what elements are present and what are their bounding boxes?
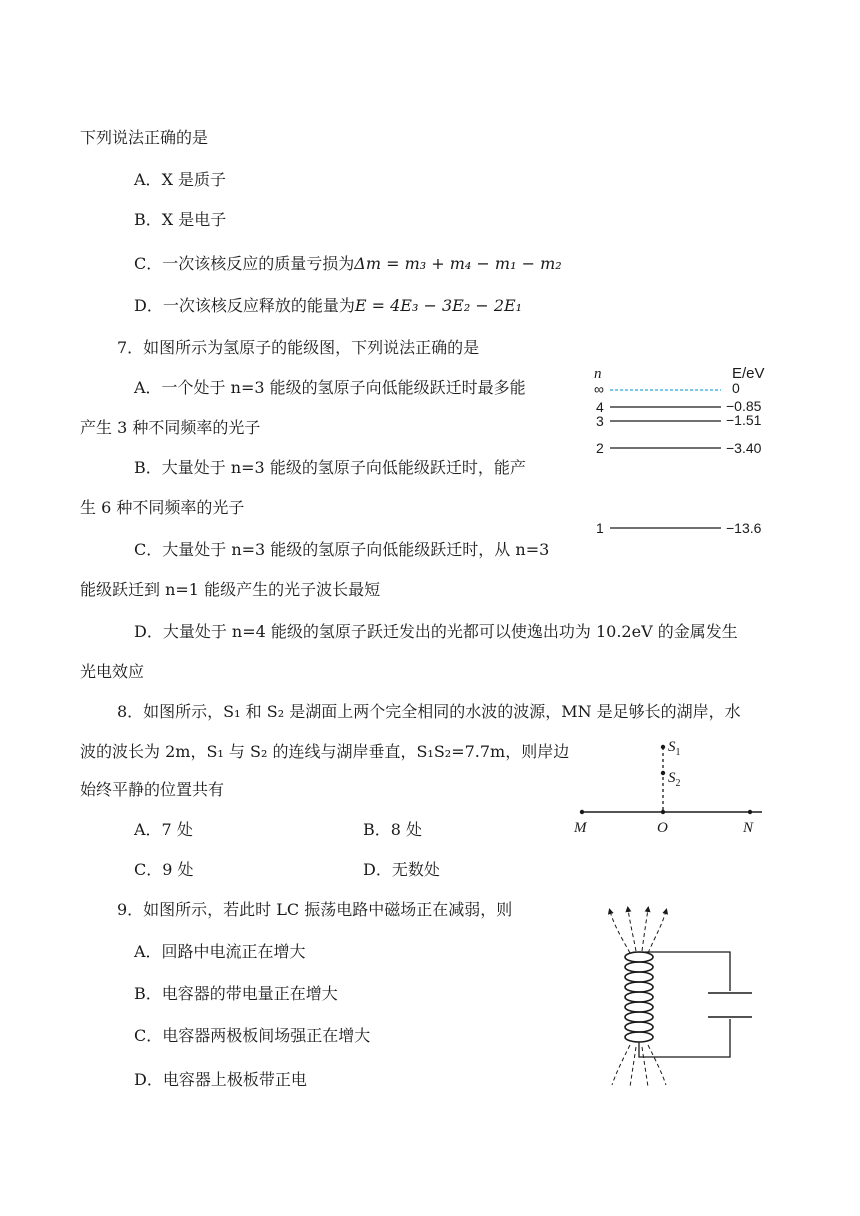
q9-option-d: D．电容器上极板带正电: [134, 1070, 307, 1089]
q7-option-d-line2: 光电效应: [80, 662, 145, 681]
level-3-e: −1.51: [726, 412, 762, 428]
q8-option-b: B．8 处: [363, 820, 423, 839]
n-label: N: [743, 820, 754, 836]
lc-circuit-diagram: [600, 905, 760, 1090]
q8-option-d: D．无数处: [363, 860, 440, 879]
level-3-n: 3: [596, 413, 604, 429]
q8-stem-line1: 8．如图所示，S₁ 和 S₂ 是湖面上两个完全相同的水波的波源，MN 是足够长的湖岸，水: [117, 702, 741, 721]
o-label: O: [657, 820, 668, 836]
q9-option-c: C．电容器两极板间场强正在增大: [134, 1026, 371, 1045]
q6-option-a-label: A．: [134, 170, 162, 189]
q7-option-d-line1: D．大量处于 n=4 能级的氢原子跃迁发出的光都可以使逸出功为 10.2eV 的金属发生: [134, 622, 738, 641]
level-1-e: −13.6: [726, 520, 762, 536]
capacitor: [708, 993, 752, 1017]
q6-option-c-prefix: 一次该核反应的质量亏损为: [162, 254, 355, 273]
q6-option-b-text: X 是电子: [161, 210, 227, 229]
q8-option-a: A．7 处: [134, 820, 193, 839]
q7-option-b-line1: B．大量处于 n=3 能级的氢原子向低能级跃迁时，能产: [134, 458, 526, 477]
level-2-e: −3.40: [726, 440, 762, 456]
q6-option-d: [134, 296, 522, 316]
level-4-n: 4: [596, 399, 604, 415]
q6-option-c-formula: Δm = m₃ + m₄ − m₁ − m₂: [354, 254, 562, 273]
level-4-e: −0.85: [726, 398, 762, 414]
q7-stem: 7．如图所示为氢原子的能级图，下列说法正确的是: [117, 338, 480, 357]
q6-option-b-label: B．: [134, 210, 162, 229]
level-1-n: 1: [596, 520, 604, 536]
energy-level-diagram: [588, 360, 778, 545]
m-label: M: [574, 820, 587, 836]
q7-option-a-line1: A．一个处于 n=3 能级的氢原子向低能级跃迁时最多能: [134, 378, 526, 397]
q6-stem-tail: 下列说法正确的是: [80, 128, 209, 147]
q9-option-b: B．电容器的带电量正在增大: [134, 984, 338, 1003]
q7-option-c-line1: C．大量处于 n=3 能级的氢原子向低能级跃迁时，从 n=3: [134, 540, 550, 559]
diagram-e-header: E/eV: [732, 365, 765, 382]
q8-option-c: C．9 处: [134, 860, 194, 879]
inductor-coil: [625, 952, 653, 1042]
q6-option-a-text: X 是质子: [161, 170, 227, 189]
q6-option-b: [134, 210, 226, 230]
level-2-n: 2: [596, 440, 604, 456]
diagram-n-header: n: [594, 366, 602, 382]
q6-option-d-prefix: 一次该核反应释放的能量为: [162, 296, 355, 315]
q7-option-a-line2: 产生 3 种不同频率的光子: [80, 418, 261, 437]
q6-option-d-label: D．: [134, 296, 163, 315]
q6-option-c: [134, 254, 562, 274]
q9-option-a: A．回路中电流正在增大: [134, 942, 306, 961]
magnetic-field-lines: [610, 909, 666, 1087]
q9-stem: 9．如图所示，若此时 LC 振荡电路中磁场正在减弱，则: [117, 900, 513, 919]
level-inf-n: ∞: [594, 381, 604, 397]
level-inf-e: 0: [732, 380, 740, 396]
point-m-dot: [580, 810, 584, 814]
q8-stem-line2: 波的波长为 2m，S₁ 与 S₂ 的连线与湖岸垂直，S₁S₂=7.7m，则岸边: [80, 742, 570, 761]
wave-source-diagram: [572, 730, 772, 840]
source-s2-dot: [661, 771, 665, 775]
q8-stem-line3: 始终平静的位置共有: [80, 780, 225, 799]
q6-option-c-label: C．: [134, 254, 163, 273]
q6-option-d-formula: E = 4E₃ − 3E₂ − 2E₁: [354, 296, 523, 315]
point-n-dot: [748, 810, 752, 814]
s2-label: $S_2$: [668, 770, 681, 789]
s1-label: $S_1$: [668, 739, 681, 758]
q6-option-a: [134, 170, 226, 190]
q7-option-b-line2: 生 6 种不同频率的光子: [80, 498, 245, 517]
q7-option-c-line2: 能级跃迁到 n=1 能级产生的光子波长最短: [80, 580, 381, 599]
source-s1-dot: [661, 745, 665, 749]
